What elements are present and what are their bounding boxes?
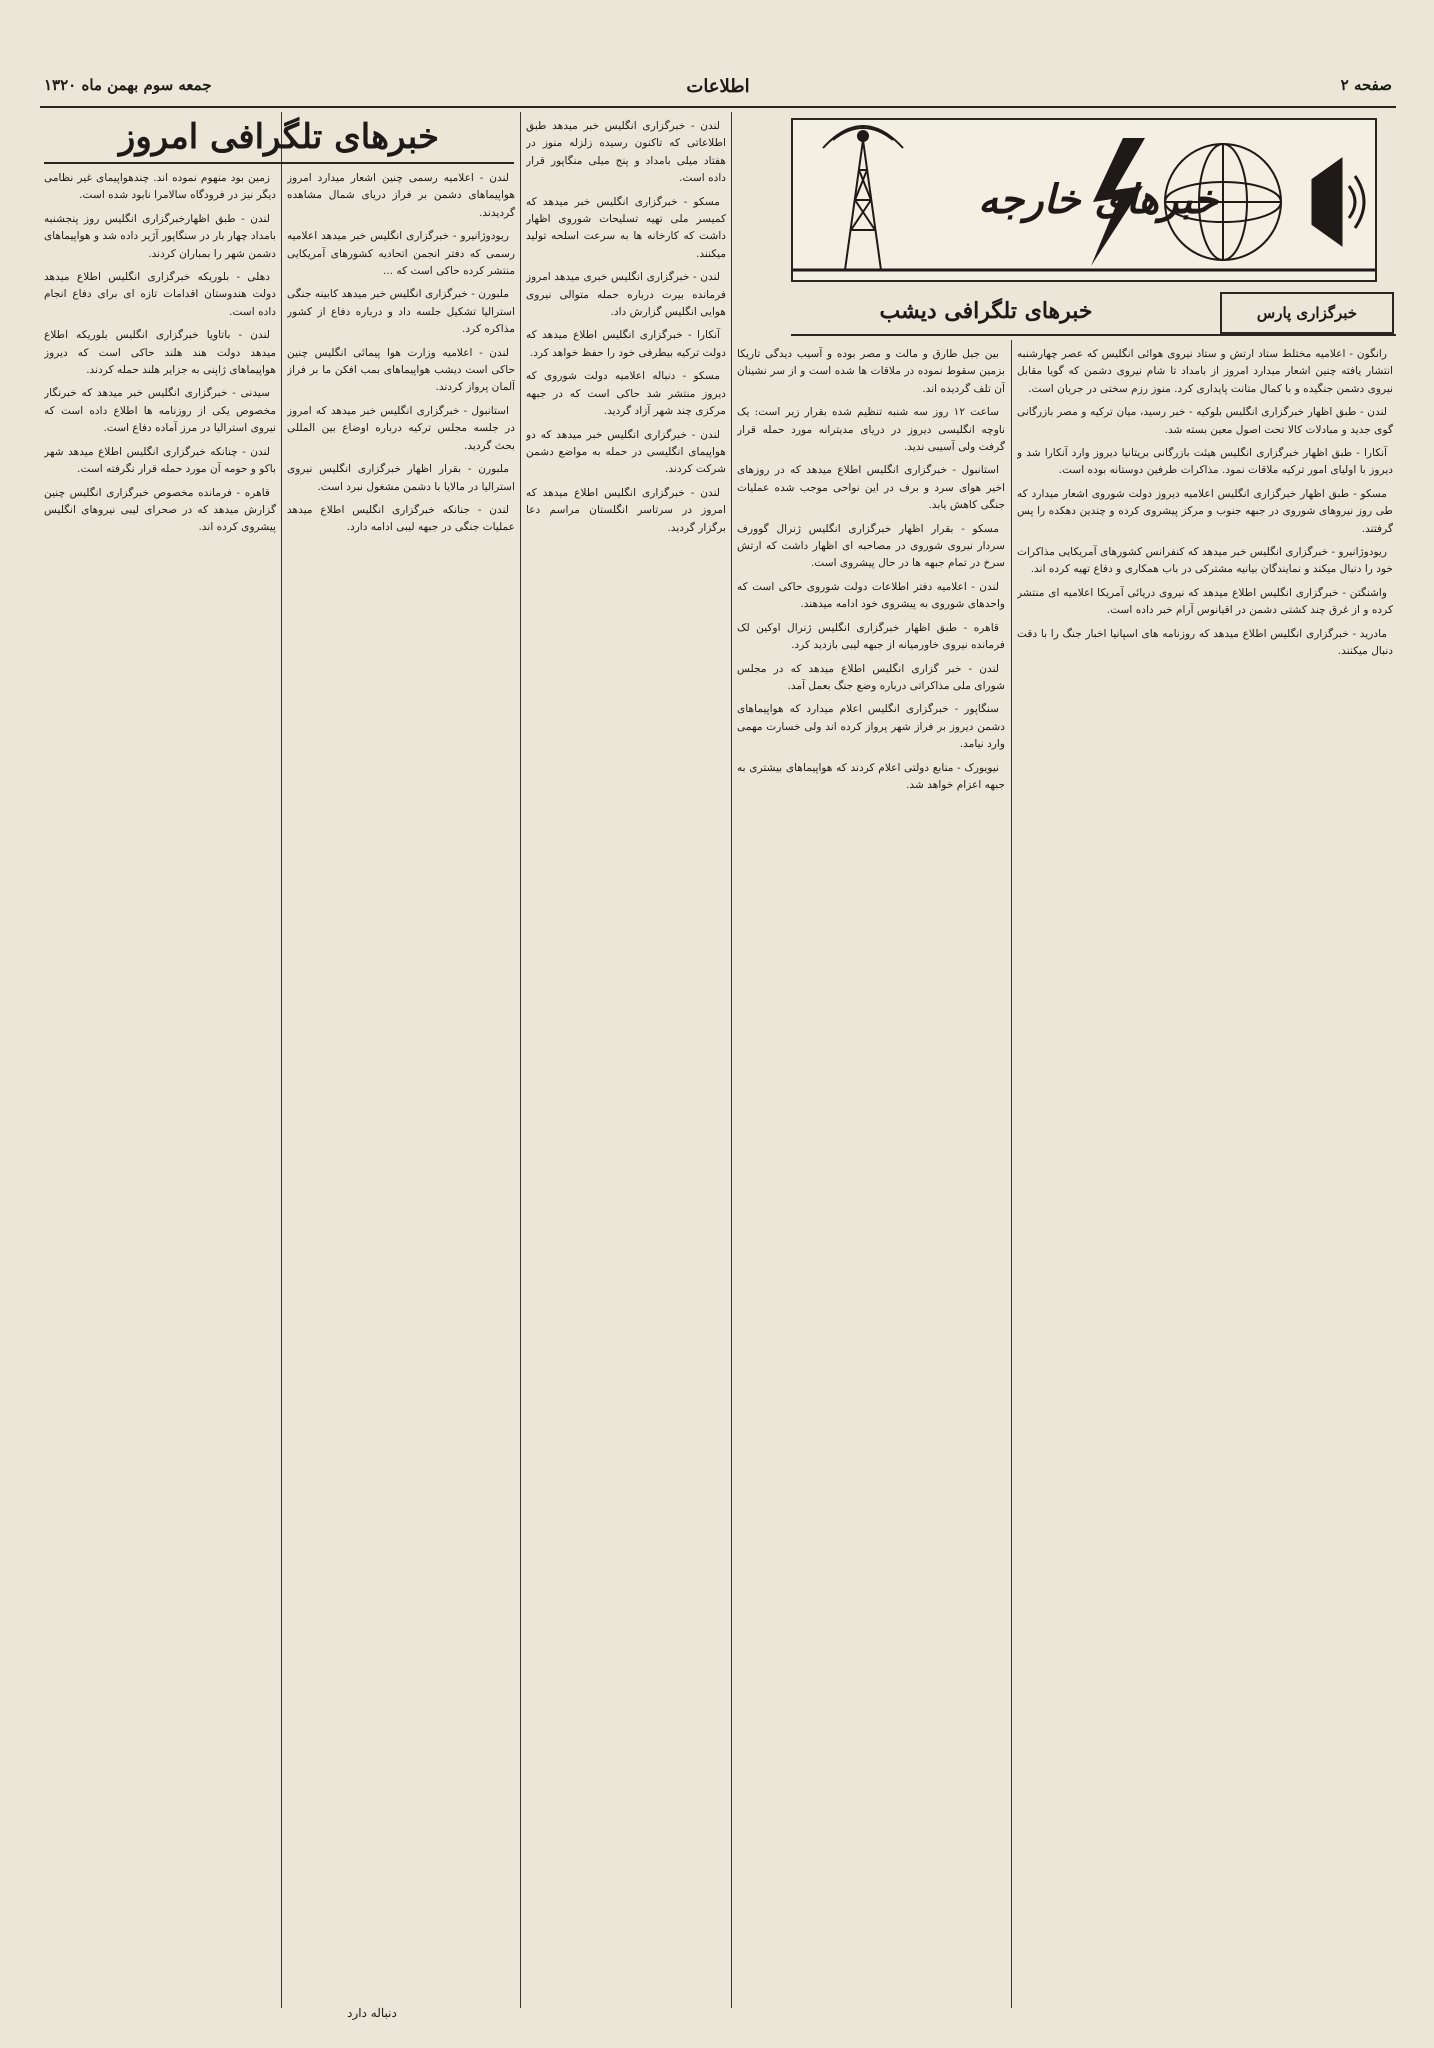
column-divider <box>281 112 282 2008</box>
news-item: لندن - چنانکه خبرگزاری انگلیس اطلاع میدهد شهر باکو و حومه آن مورد حمله قرار نگرفته است. <box>44 445 276 476</box>
news-item: ملبورن - بقرار اظهار خبرگزاری انگلیس نیروی استرالیا در مالایا با دشمن مشغول نبرد است. <box>287 463 515 493</box>
section-rule <box>791 334 1396 336</box>
column-divider <box>1011 340 1012 2008</box>
news-item: ملبورن - خبرگزاری انگلیس خبر میدهد کابینه جنگی استرالیا تشکیل جلسه داد و درباره دفاع از کشور مذاکره کرد. <box>287 288 515 336</box>
news-item: نیویورک - منابع دولتی اعلام کردند که هواپیماهای بیشتری به جبهه اعزام خواهد شد. <box>737 761 1005 791</box>
column-divider <box>731 112 732 2008</box>
header-rule <box>40 106 1396 108</box>
news-item: مسکو - دنباله اعلامیه دولت شوروی که دیروز منتشر شد حاکی است که در جبهه مرکزی چند شهر آزاد گردید. <box>526 370 726 418</box>
news-item: ساعت ۱۲ روز سه شنبه تنظیم شده بقرار زیر است: یک ناوچه انگلیسی دیروز در دریای مدیترانه مورد حمله قرار گرفت ولی آسیبی ندید. <box>737 406 1005 454</box>
news-item: ریودوژانیرو - خبرگزاری انگلیس خبر میدهد اعلامیه رسمی که دفتر انجمن اتحادیه کشورهای آمریکایی منتشر کرده حاکی است که ... <box>287 230 515 278</box>
news-item: ریودوژانیرو - خبرگزاری انگلیس خبر میدهد که کنفرانس کشورهای آمریکایی مذاکرات خود را دنبال میکند و نمایندگان بیانیه مشترکی در باب همکاری و دفاع تهیه کرده اند. <box>1017 546 1393 576</box>
page-header <box>40 76 1396 106</box>
banner-title: خبرهای خارجه <box>978 176 1218 223</box>
last-night-news-title: خبرهای تلگرافی دیشب <box>879 298 1093 324</box>
news-item: لندن - خبرگزاری انگلیس خبر میدهد که دو هواپیمای انگلیسی در حمله به مواضع دشمن شرکت کردند. <box>526 428 726 476</box>
news-item: لندن - خبرگزاری انگلیس خبری میدهد امروز فرمانده بیرت درباره حمله متوالی نیروی هوایی انگلیس گزارش داد. <box>526 271 726 319</box>
news-item: سیدنی - خبرگزاری انگلیس خبر میدهد که خبرنگار مخصوص یکی از روزنامه ها اطلاع داده است که نیروی استرالیا در مرز آماده دفاع است. <box>44 387 276 435</box>
news-item: لندن - خبرگزاری انگلیس اطلاع میدهد که امروز در سرتاسر انگلستان مراسم دعا برگزار گردید. <box>526 486 726 534</box>
news-item: مادرید - خبرگزاری انگلیس اطلاع میدهد که روزنامه های اسپانیا اخبار جنگ را با دقت دنبال میکنند. <box>1017 627 1393 658</box>
news-item: زمین بود منهوم نموده اند. چندهواپیمای غیر نظامی دیگر نیز در فرودگاه سالامرا نابود شده است. <box>44 172 276 202</box>
agency-box: خبرگزاری پارس <box>1220 292 1394 334</box>
news-item: قاهره - طبق اظهار خبرگزاری انگلیس ژنرال اوکین لک فرمانده نیروی خاورمیانه از جبهه لیبی بازدید کرد. <box>737 621 1005 652</box>
news-item: استانبول - خبرگزاری انگلیس اطلاع میدهد که در روزهای اخیر هوای سرد و برف در این نواحی موجب شده عملیات جنگی کاهش یابد. <box>737 464 1005 512</box>
news-item: استانبول - خبرگزاری انگلیس خبر میدهد که امروز در جلسه مجلس ترکیه درباره اوضاع بین المللی بحث گردید. <box>287 404 515 452</box>
news-item: مسکو - طبق اظهار خبرگزاری انگلیس اعلامیه دیروز دولت شوروی اشعار میدارد که طی روز نیروهای شوروی در جبهه جنوب و مرکز پیشروی کرده و چندین دهکده را پس گرفتند. <box>1017 487 1393 535</box>
news-item: لندن - اعلامیه رسمی چنین اشعار میدارد امروز هواپیماهای دشمن بر فراز دریای شمال مشاهده گردیدند. <box>287 172 515 219</box>
news-item: لندن - طبق اظهار خبرگزاری انگلیس بلوکیه - خبر رسید، میان ترکیه و مصر بازرگانی گوی جدید و مبادلات کالا تحت اصول معین بسته شد. <box>1017 406 1393 436</box>
publication-name: اطلاعات <box>686 76 750 97</box>
news-column-3 <box>526 118 726 2002</box>
column-divider <box>520 112 521 2008</box>
news-item: مسکو - بقرار اظهار خبرگزاری انگلیس ژنرال گوورف سردار نیروی شوروی در مصاحبه ای اظهار داشت که ارتش سرخ در تمام جبهه ها در حال پیشروی است. <box>737 522 1005 570</box>
news-item: لندن - خبر گزاری انگلیس اطلاع میدهد که در مجلس شورای ملی مذاکراتی درباره وضع جنگ بعمل آمد. <box>737 662 1005 692</box>
news-item: لندن - باتاویا خبرگزاری انگلیس بلوریکه اطلاع میدهد دولت هند هلند حاکی است که دیروز هواپیماهای ژاپنی به جزایر هلند حمله کردند. <box>44 329 276 377</box>
news-column-5 <box>44 170 276 2002</box>
page-number: صفحه ۲ <box>1340 76 1392 94</box>
news-item: قاهره - فرمانده مخصوص خبرگزاری انگلیس چنین گزارش میدهد که در صحرای لیبی نیروهای انگلیس پیشروی کرده اند. <box>44 486 276 534</box>
news-item: لندن - طبق اظهارخبرگزاری انگلیس روز پنجشنبه بامداد چهار بار در سنگاپور آژیر داده شد و هواپیماهای دشمن شهر را بمباران کردند. <box>44 212 276 260</box>
news-item: لندن - جنانکه خبرگزاری انگلیس اطلاع میدهد عملیات جنگی در جبهه لیبی ادامه دارد. <box>287 503 515 534</box>
news-item: لندن - خبرگزاری انگلیس خبر میدهد طبق اطلاعاتی که تاکنون رسیده زلزله منوز در هفتاد میلی بامداد و پنج میلی منگاپور قرار داده است. <box>526 120 726 185</box>
news-item: لندن - اعلامیه وزارت هوا پیمائی انگلیس چنین حاکی است دیشب هواپیماهای بمب افکن ما بر فراز آلمان پرواز کردند. <box>287 346 515 394</box>
foreign-news-banner <box>791 118 1377 282</box>
news-column-2 <box>737 346 1005 2002</box>
news-item: مسکو - خبرگزاری انگلیس خبر میدهد که کمیسر ملی تهیه تسلیحات شوروی اظهار داشت که کارخانه ها به سرعت اسلحه تولید میکنند. <box>526 195 726 260</box>
news-item: آنکارا - طبق اظهار خبرگزاری انگلیس هیئت بازرگانی بریتانیا دیروز وارد آنکارا شد و دیروز با اولیای امور ترکیه ملاقات نمود. مذاکرات طرفین دوستانه بوده است. <box>1017 447 1393 477</box>
news-column-4 <box>287 170 515 1982</box>
today-news-title: خبرهای تلگرافی امروز <box>44 112 514 164</box>
news-item: رانگون - اعلامیه مختلط ستاد ارتش و ستاد نیروی هوائی انگلیس که عصر چهارشنبه انتشار یافته چنین اشعار میدارد امروز از بامداد تا شام نیروی دشمن که گویا مقابل نیروی دشمن جنگیده و با کمال متانت پایداری کرد. منوز رزم سختی در جریان است. <box>1017 348 1393 395</box>
news-item: واشنگتن - خبرگزاری انگلیس اطلاع میدهد که نیروی دریائی آمریکا اعلامیه ای منتشر کرده و از غرق چند کشتی دشمن در اقیانوس آرام خبر داده است. <box>1017 586 1393 617</box>
issue-date: جمعه سوم بهمن ماه ۱۳۲۰ <box>44 76 212 94</box>
news-item: آنکارا - خبرگزاری انگلیس اطلاع میدهد که دولت ترکیه بیطرفی خود را حفظ خواهد کرد. <box>526 329 726 359</box>
news-column-1 <box>1017 346 1393 2002</box>
continued-label: دنباله دارد <box>347 2006 397 2020</box>
news-item: دهلی - بلوریکه خبرگزاری انگلیس اطلاع میدهد دولت هندوستان اقدامات تازه ای برای دفاع انجام داده است. <box>44 271 276 318</box>
news-item: بین جبل طارق و مالت و مصر بوده و آسیب دیدگی تاریکا بزمین سقوط نموده در ملاقات ها شده است و از سر نشینان آن تلف گردیده اند. <box>737 348 1005 395</box>
news-item: لندن - اعلامیه دفتر اطلاعات دولت شوروی حاکی است که واحدهای شوروی به پیشروی خود ادامه میدهند. <box>737 580 1005 611</box>
news-item: سنگاپور - خبرگزاری انگلیس اعلام میدارد که هواپیماهای دشمن دیروز بر فراز شهر پرواز کرده اند ولی خسارت مهمی وارد نیامد. <box>737 703 1005 751</box>
